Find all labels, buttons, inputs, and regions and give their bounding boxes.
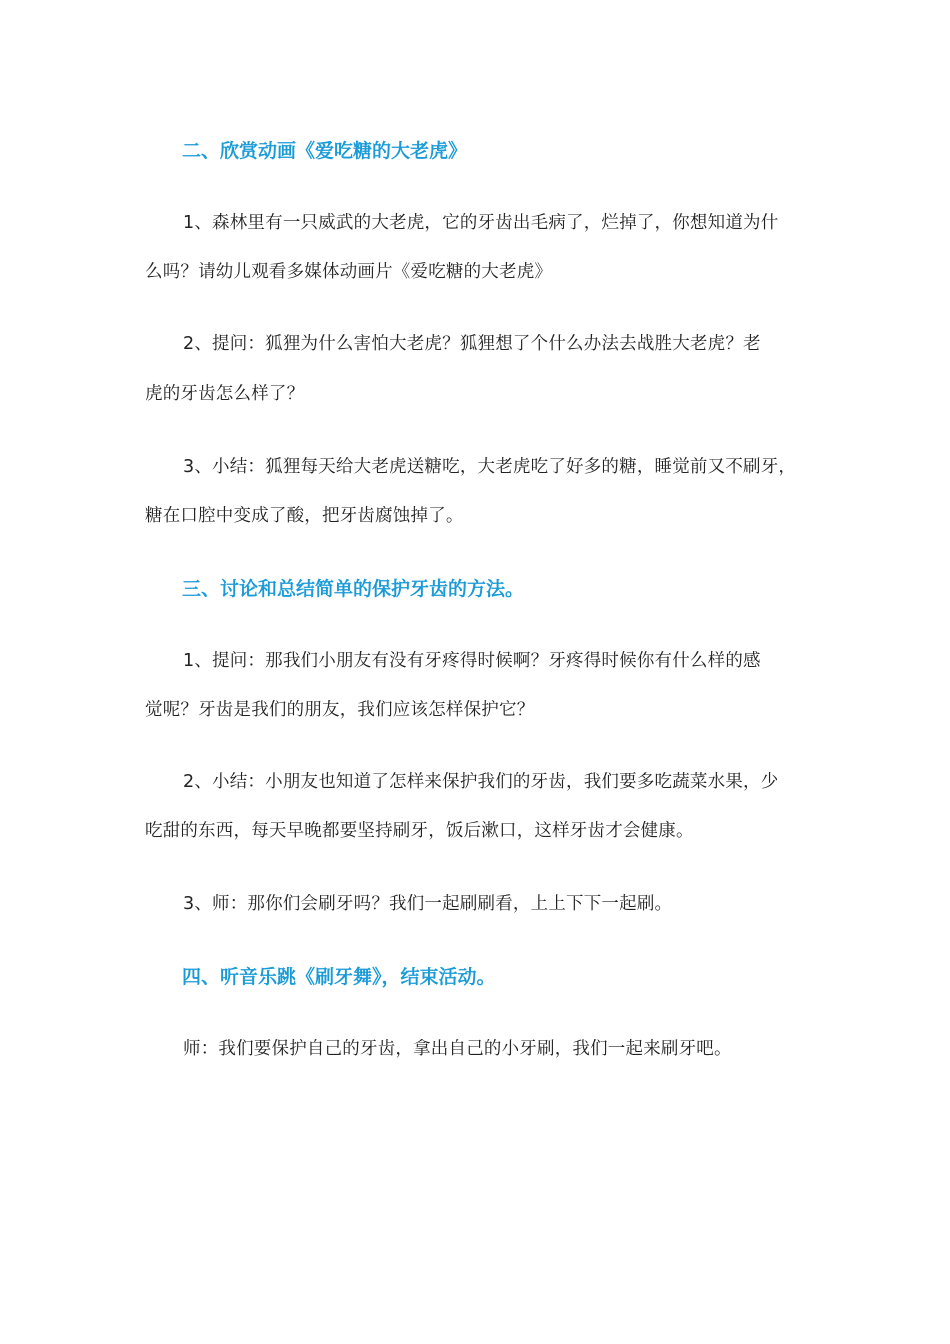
paragraph-line: 1、提问：那我们小朋友有没有牙疼得时候啊？牙疼得时候你有什么样的感 bbox=[183, 651, 761, 671]
paragraph-line: 觉呢？牙齿是我们的朋友，我们应该怎样保护它？ bbox=[145, 700, 535, 720]
paragraph-line: 1、森林里有一只威武的大老虎，它的牙齿出毛病了，烂掉了，你想知道为什 bbox=[183, 213, 779, 233]
paragraph-line: 吃甜的东西，每天早晚都要坚持刷牙，饭后漱口，这样牙齿才会健康。 bbox=[145, 821, 694, 841]
paragraph-line: 2、提问：狐狸为什么害怕大老虎？狐狸想了个什么办法去战胜大老虎？老 bbox=[183, 334, 761, 354]
paragraph-line: 2、小结：小朋友也知道了怎样来保护我们的牙齿，我们要多吃蔬菜水果，少 bbox=[183, 772, 779, 792]
paragraph-line: 3、小结：狐狸每天给大老虎送糖吃，大老虎吃了好多的糖，睡觉前又不刷牙， bbox=[183, 457, 797, 477]
section-heading-appreciate-animation: 二、欣赏动画《爱吃糖的大老虎》 bbox=[182, 140, 468, 162]
section-heading-music-dance: 四、听音乐跳《刷牙舞》，结束活动。 bbox=[182, 966, 496, 988]
paragraph-line: 3、师：那你们会刷牙吗？我们一起刷刷看，上上下下一起刷。 bbox=[183, 894, 673, 914]
section-heading-discussion: 三、讨论和总结简单的保护牙齿的方法。 bbox=[182, 578, 525, 600]
paragraph-line: 么吗？请幼儿观看多媒体动画片《爱吃糖的大老虎》 bbox=[145, 262, 553, 282]
paragraph-line: 糖在口腔中变成了酸，把牙齿腐蚀掉了。 bbox=[145, 506, 464, 526]
paragraph-line: 师：我们要保护自己的牙齿，拿出自己的小牙刷，我们一起来刷牙吧。 bbox=[183, 1039, 732, 1059]
paragraph-line: 虎的牙齿怎么样了？ bbox=[145, 384, 305, 404]
